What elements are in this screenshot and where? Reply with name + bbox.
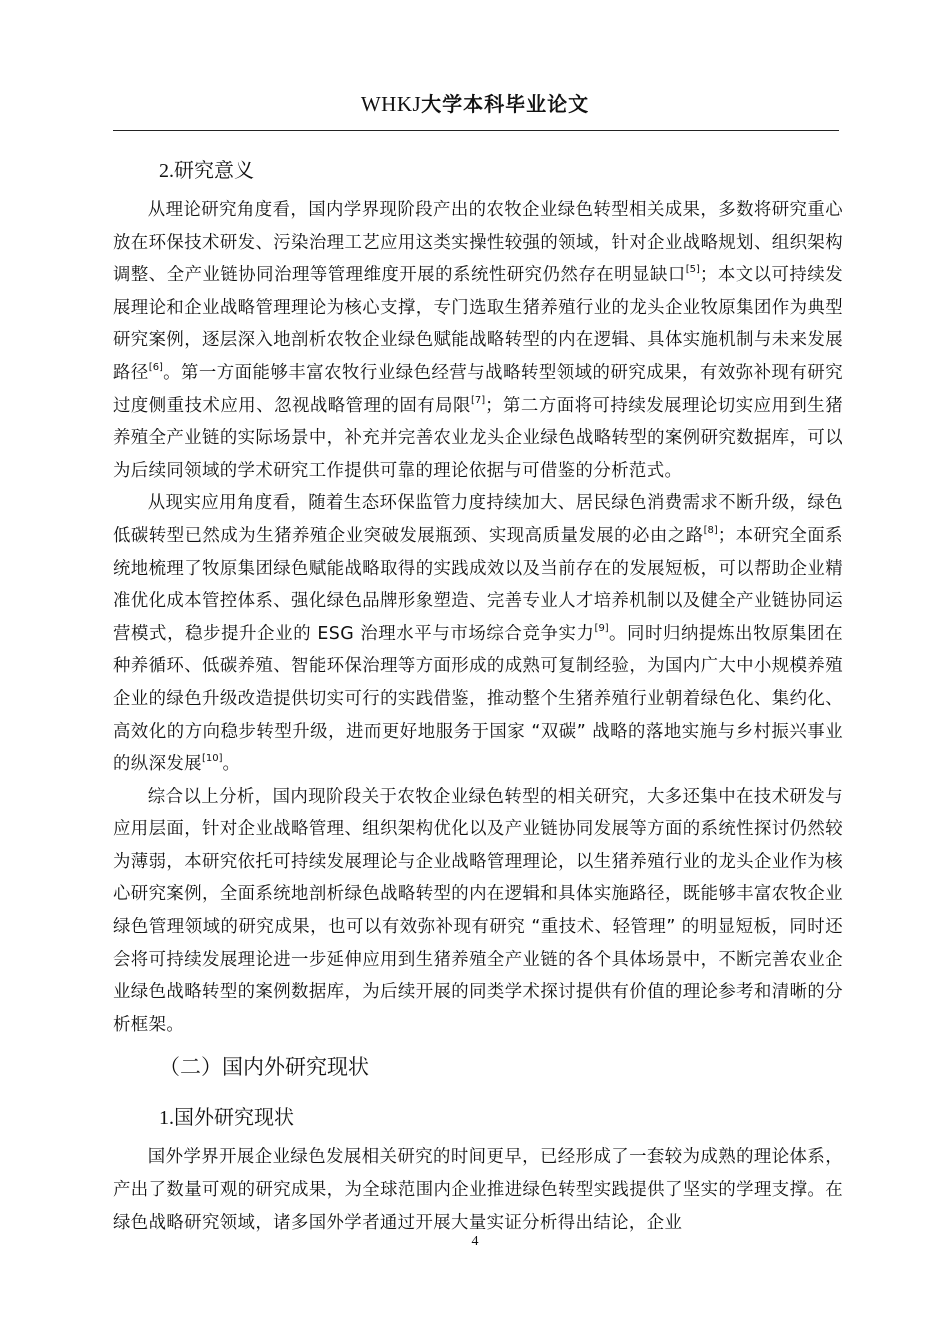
heading-foreign-status <box>113 1097 843 1141</box>
citation: [5] <box>685 264 700 276</box>
paragraph-theoretical <box>113 194 843 487</box>
heading-text: 研究意义 <box>174 158 254 182</box>
header-chinese: 大学本科毕业论文 <box>421 92 590 116</box>
heading-number: 1. <box>159 1107 174 1130</box>
header-latin: WHKJ <box>360 92 422 116</box>
heading-number: 2. <box>159 160 174 182</box>
page-body <box>113 150 843 1239</box>
paragraph-practical <box>113 487 843 780</box>
citation: [7] <box>470 394 486 406</box>
citation: [8] <box>703 524 718 536</box>
text-run: 。同时归纳提炼出牧原集团在种养循环、低碳养殖、智能环保治理等方面形成的成熟可复制经验，为国内广大中小规模养殖企业的绿色升级改造提供切实可行的实践借鉴，推动整个生猪养殖行业朝着绿色化、集约化、高效化的方向稳步转型升级，进而更好地服务于国家 “双碳” 战略的落地实施与乡村振兴事业的纵深发展 <box>113 623 843 775</box>
heading-research-significance <box>113 150 843 194</box>
heading-text: 国外研究现状 <box>174 1105 294 1130</box>
text-run: ；第二方面将可持续发展理论切实应用到生猪养殖全产业链的实际场景中，补充并完善农业龙头企业绿色战略转型的案例研究数据库，可以为后续同领域的学术研究工作提供可靠的理论依据与可借鉴的分析范式。 <box>113 395 843 481</box>
heading-research-status: （二）国内外研究现状 <box>159 1055 369 1080</box>
text-run: ；本文以可持续发展理论和企业战略管理理论为核心支撑，专门选取生猪养殖行业的龙头企业牧原集团作为典型研究案例，逐层深入地剖析农牧企业绿色赋能战略转型的内在逻辑、具体实施机制与未来发展路径 <box>113 265 843 383</box>
page-number: 4 <box>471 1234 479 1249</box>
citation: [6] <box>148 361 163 373</box>
paragraph-foreign: 国外学界开展企业绿色发展相关研究的时间更早，已经形成了一套较为成熟的理论体系，产出了数量可观的研究成果，为全球范围内企业推进绿色转型实践提供了坚实的学理支撑。在绿色战略研究领域，诸多国外学者通过开展大量实证分析得出结论，企业 <box>113 1147 843 1233</box>
text-run: 。 <box>222 754 241 775</box>
text-run: 从理论研究角度看，国内学界现阶段产出的农牧企业绿色转型相关成果，多数将研究重心放在环保技术研发、污染治理工艺应用这类实操性较强的领域，针对企业战略规划、组织架构调整、全产业链协同治理等管理维度开展的系统性研究仍然存在明显缺口 <box>113 200 843 286</box>
citation: [9] <box>594 622 609 634</box>
paragraph-summary: 综合以上分析，国内现阶段关于农牧企业绿色转型的相关研究，大多还集中在技术研发与应用层面，针对企业战略管理、组织架构优化以及产业链协同发展等方面的系统性探讨仍然较为薄弱，本研究依托可持续发展理论与企业战略管理理论，以生猪养殖行业的龙头企业作为核心研究案例，全面系统地剖析绿色战略转型的内在逻辑和具体实施路径，既能够丰富农牧企业绿色管理领域的研究成果，也可以有效弥补现有研究 “重技术、轻管理” 的明显短板，同时还会将可持续发展理论进一步延伸应用到生猪养殖全产业链的各个具体场景中，不断完善农业企业绿色战略转型的案例数据库，为后续开展的同类学术探讨提供有价值的理论参考和清晰的分析框架。 <box>113 786 843 1035</box>
text-run: 。第一方面能够丰富农牧行业绿色经营与战略转型领域的研究成果，有效弥补现有研究过度侧重技术应用、忽视战略管理的固有局限 <box>113 362 843 416</box>
text-run: 从现实应用角度看，随着生态环保监管力度持续加大、居民绿色消费需求不断升级，绿色低碳转型已然成为生猪养殖企业突破发展瓶颈、实现高质量发展的必由之路 <box>113 493 843 546</box>
page-header <box>0 88 950 117</box>
citation: [10] <box>201 753 223 765</box>
text-run: ；本研究全面系统地梳理了牧原集团绿色赋能战略取得的实践成效以及当前存在的发展短板，可以帮助企业精准优化成本管控体系、强化绿色品牌形象塑造、完善专业人才培养机制以及健全产业链协同运营模式，稳步提升企业的 ESG 治理水平与市场综合竞争实力 <box>113 525 843 644</box>
header-rule <box>113 130 839 131</box>
